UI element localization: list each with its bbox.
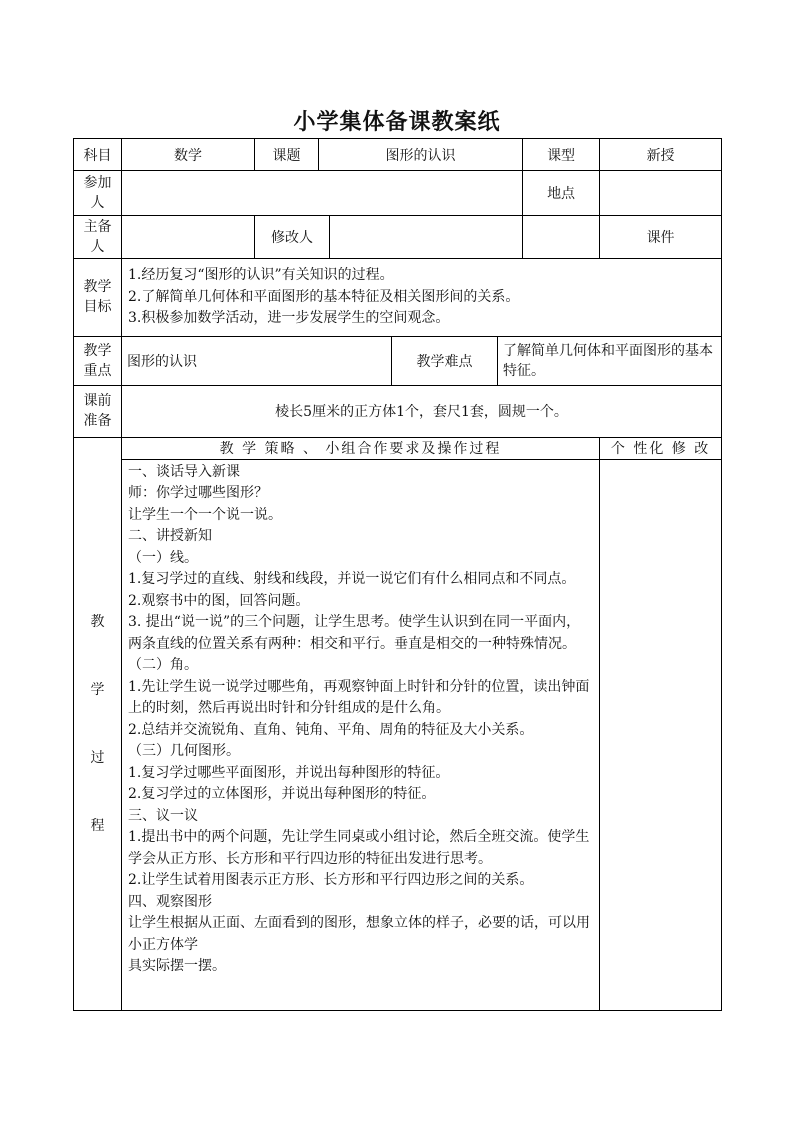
process-line: 二、讲授新知 [128, 528, 212, 544]
process-line: 1.复习学过哪些平面图形，并说出每种图形的特征。 [128, 764, 450, 781]
row-subject [74, 139, 722, 171]
prep-label: 课前准备 [74, 385, 122, 437]
process-label-char: 程 [90, 817, 105, 834]
row-goals [74, 259, 722, 337]
process-line: （三）几何图形。 [128, 743, 240, 759]
process-line: 让学生根据从正面、左面看到的图形，想象立体的样子，必要的话，可以用小正方体学 [128, 915, 590, 953]
difficulty-value: 了解简单几何体和平面图形的基本特征。 [498, 336, 722, 385]
subject-label: 科目 [74, 139, 122, 171]
process-line: 1.复习学过的直线、射线和线段，并说一说它们有什么相同点和不同点。 [128, 571, 576, 587]
process-line: （二）角。 [128, 657, 198, 673]
process-line: 2.复习学过的立体图形，并说出每种图形的特征。 [128, 786, 436, 802]
lead-label: 主备人 [74, 216, 122, 259]
process-content [122, 459, 600, 1010]
focus-value: 图形的认识 [122, 336, 392, 385]
row-participants [74, 171, 722, 216]
process-line: 师：你学过哪些图形？ [128, 485, 268, 501]
process-line: 2.观察书中的图，回答问题。 [128, 592, 310, 609]
process-label-char: 过 [90, 749, 105, 766]
participants-label: 参加人 [74, 171, 122, 216]
process-line: 2.总结并交流锐角、直角、钝角、平角、周角的特征及大小关系。 [128, 721, 534, 738]
process-line: 三、议一议 [128, 807, 198, 824]
process-line: 3. 提出“说一说”的三个问题，让学生思考。使学生认识到在同一平面内，两条直线的位置关系有两种：相交和平行。垂直是相交的一种特殊情况。 [128, 614, 581, 652]
type-value: 新授 [600, 139, 722, 171]
process-line: 2.让学生试着用图表示正方形、长方形和平行四边形之间的关系。 [128, 872, 534, 888]
type-label: 课型 [523, 139, 600, 171]
revisor-label: 修改人 [255, 216, 330, 259]
goals-label: 教学目标 [74, 259, 122, 337]
lesson-plan-table [73, 138, 722, 1011]
difficulty-label: 教学难点 [392, 336, 498, 385]
goal-item: 3.积极参加数学活动，进一步发展学生的空间观念。 [128, 310, 450, 326]
topic-label: 课题 [255, 139, 319, 171]
subject-value: 数学 [122, 139, 255, 171]
goal-item: 1.经历复习“图形的认识”有关知识的过程。 [128, 267, 394, 283]
row-lead [74, 216, 722, 259]
process-label [74, 437, 122, 1010]
personal-header: 个 性化 修 改 [600, 437, 722, 459]
participants-value[interactable] [122, 171, 523, 216]
process-line: （一）线。 [128, 549, 198, 566]
row-process [74, 459, 722, 1010]
lead-value[interactable] [122, 216, 255, 259]
process-line: 让学生一个一个说一说。 [128, 506, 282, 523]
row-focus [74, 336, 722, 385]
location-label: 地点 [523, 171, 600, 216]
focus-label: 教学重点 [74, 336, 122, 385]
row-prep [74, 385, 722, 437]
page-title: 小学集体备课教案纸 [293, 109, 501, 135]
process-label-char: 学 [90, 681, 105, 698]
prep-value: 棱长5厘米的正方体1个，套尺1套，圆规一个。 [122, 385, 722, 437]
personal-notes[interactable] [600, 459, 722, 1010]
process-line: 一、谈话导入新课 [128, 463, 240, 480]
topic-value: 图形的认识 [319, 139, 523, 171]
revisor-value[interactable] [330, 216, 523, 259]
goal-item: 2.了解简单几何体和平面图形的基本特征及相关图形间的关系。 [128, 288, 520, 305]
location-value[interactable] [600, 171, 722, 216]
process-line: 1.提出书中的两个问题，先让学生同桌或小组讨论，然后全班交流。使学生学会从正方形、长方形和平行四边形的特征出发进行思考。 [128, 829, 590, 867]
process-line: 1.先让学生说一说学过哪些角，再观察钟面上时针和分针的位置，读出钟面上的时刻，然后再说出时针和分针组成的是什么角。 [128, 678, 590, 716]
process-line: 具实际摆一摆。 [128, 958, 226, 974]
courseware-label: 课件 [600, 216, 722, 259]
blank-cell[interactable] [523, 216, 600, 259]
process-label-char: 教 [90, 613, 105, 630]
strategy-header: 教 学 策略 、 小组合作要求及操作过程 [122, 437, 600, 459]
goals-list [122, 259, 722, 337]
process-line: 四、观察图形 [128, 893, 212, 910]
row-process-header [74, 437, 722, 459]
